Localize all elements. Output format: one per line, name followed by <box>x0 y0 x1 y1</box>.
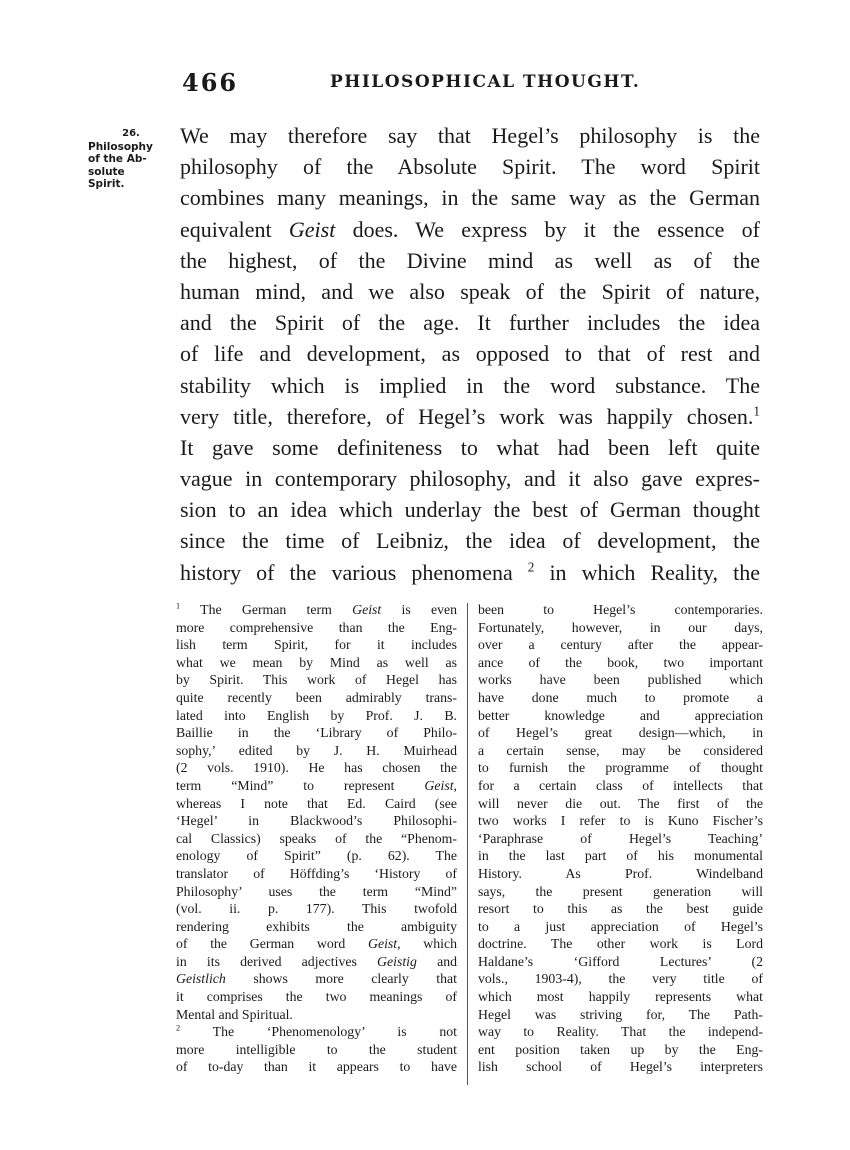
footnote-line: Baillie in the ‘Library of Philo- <box>176 725 457 741</box>
footnote-line: it comprises the two meanings of <box>176 989 457 1005</box>
footnote-line: of Hegel’s great design—which, in <box>478 725 763 741</box>
footnote-line: ‘Hegel’ in Blackwood’s Philosophi- <box>176 813 457 829</box>
footnote-line: Philosophy’ uses the term “Mind” <box>176 883 457 899</box>
footnote-line: vols., 1903-4), the very title of <box>478 971 763 987</box>
margin-note-line: solute <box>88 165 125 178</box>
footnote-line: enology of Spirit” (p. 62). The <box>176 848 457 864</box>
footnote-line: of the German word Geist, which <box>176 936 458 952</box>
footnote-line: (2 vols. 1910). He has chosen the <box>176 760 457 776</box>
footnote-line: in its derived adjectives Geistig and <box>176 953 457 969</box>
body-line: very title, therefore, of Hegel’s work was happily chosen.$^1$ <box>180 403 760 429</box>
footnote-line: translator of Höffding’s ‘History of <box>176 865 457 881</box>
footnotes-right-column <box>478 601 763 1076</box>
footnote-line: cal Classics) speaks of the “Phenom- <box>176 830 457 846</box>
column-divider <box>467 603 468 1085</box>
footnote-line: a certain sense, may be considered <box>478 742 763 758</box>
body-line: It gave some definiteness to what had been left quite <box>180 434 760 460</box>
footnote-line: of to-day than it appears to have <box>176 1059 457 1075</box>
footnote-line: which most happily represents what <box>478 989 763 1005</box>
footnote-line: whereas I note that Ed. Caird (see <box>176 795 457 811</box>
footnote-line: more comprehensive than the Eng- <box>176 619 457 635</box>
footnote-line: works have been published which <box>478 672 763 688</box>
footnote-line: term “Mind” to represent Geist, <box>176 777 457 793</box>
footnote-line: in the last part of his monumental <box>478 848 763 864</box>
footnote-line: ent position taken up by the Eng- <box>478 1041 763 1057</box>
body-line: vague in contemporary philosophy, and it also gave expres- <box>180 466 760 492</box>
footnote-line: to a just appreciation of Hegel’s <box>478 918 763 934</box>
footnote-line: $^1$ The German term Geist is even <box>176 601 457 617</box>
footnote-line: Geistlich shows more clearly that <box>176 971 457 987</box>
footnote-line: rendering exhibits the ambiguity <box>176 918 457 934</box>
body-line: since the time of Leibniz, the idea of development, the <box>180 528 760 554</box>
footnote-line: Mental and Spiritual. <box>176 1006 293 1022</box>
body-line: stability which is implied in the word substance. The <box>180 372 760 398</box>
margin-note-line: of the Ab- <box>88 153 147 165</box>
margin-note-text <box>88 141 174 191</box>
margin-note-line: Spirit. <box>88 178 125 190</box>
footnote-line: says, the present generation will <box>478 883 763 899</box>
footnote-line: for a certain class of intellects that <box>478 777 763 793</box>
body-line: history of the various phenomena $^2$ in which Reality, the <box>180 559 760 585</box>
page-number: 466 <box>182 68 239 97</box>
footnote-line: by Spirit. This work of Hegel has <box>176 672 457 688</box>
footnotes-left-column <box>176 601 457 1076</box>
footnote-line: (vol. ii. p. 177). This twofold <box>176 901 457 917</box>
footnote-line: ance of the book, two important <box>478 654 763 670</box>
body-line: of life and development, as opposed to that of rest and <box>180 341 760 367</box>
footnote-line: lish school of Hegel’s interpreters <box>478 1059 763 1075</box>
running-title: PHILOSOPHICAL THOUGHT. <box>330 72 641 92</box>
footnote-line: Fortunately, however, in our days, <box>478 619 763 635</box>
margin-note-number: 26. <box>122 128 140 139</box>
footnote-line: what we mean by Mind as well as <box>176 654 457 670</box>
footnote-line: have done much to promote a <box>478 689 763 705</box>
body-line: combines many meanings, in the same way as the German <box>180 185 760 211</box>
body-line: equivalent Geist does. We express by it the essence of <box>180 216 760 242</box>
footnote-line: Haldane’s ‘Gifford Lectures’ (2 <box>478 953 763 969</box>
footnote-line: resort to this as the best guide <box>478 901 763 917</box>
footnote-line: to furnish the programme of thought <box>478 760 763 776</box>
footnote-line: been to Hegel’s contemporaries. <box>478 602 763 617</box>
footnote-line: $^2$ The ‘Phenomenology’ is not <box>176 1023 457 1040</box>
footnote-line: better knowledge and appreciation <box>478 707 763 723</box>
footnote-line: will never die out. The first of the <box>478 795 763 811</box>
footnote-line: quite recently been admirably trans- <box>176 689 457 705</box>
body-line: and the Spirit of the age. It further includes the idea <box>180 310 760 336</box>
margin-note <box>88 128 174 191</box>
body-line: philosophy of the Absolute Spirit. The word Spirit <box>180 154 760 180</box>
body-line: the highest, of the Divine mind as well as of the <box>180 247 760 273</box>
footnote-line: lish term Spirit, for it includes <box>176 637 457 653</box>
footnote-line: ‘Paraphrase of Hegel’s Teaching’ <box>478 830 763 846</box>
footnote-line: way to Reality. That the independ- <box>478 1024 763 1040</box>
footnote-line: doctrine. The other work is Lord <box>478 936 763 952</box>
margin-note-line: Philosophy <box>88 140 153 153</box>
main-paragraph <box>180 120 760 588</box>
footnote-line: Hegel was striving for, The Path- <box>478 1006 763 1022</box>
footnote-line: lated into English by Prof. J. B. <box>176 707 457 723</box>
body-line: sion to an idea which underlay the best of German thought <box>180 497 760 523</box>
footnote-line: more intelligible to the student <box>176 1041 457 1057</box>
footnote-line: over a century after the appear- <box>478 637 763 653</box>
footnote-line: two works I refer to is Kuno Fischer’s <box>478 813 763 829</box>
body-line: human mind, and we also speak of the Spirit of nature, <box>180 278 760 304</box>
footnote-line: sophy,’ edited by J. H. Muirhead <box>176 742 457 758</box>
body-line: We may therefore say that Hegel’s philosophy is the <box>180 123 760 148</box>
footnote-line: History. As Prof. Windelband <box>478 865 763 881</box>
